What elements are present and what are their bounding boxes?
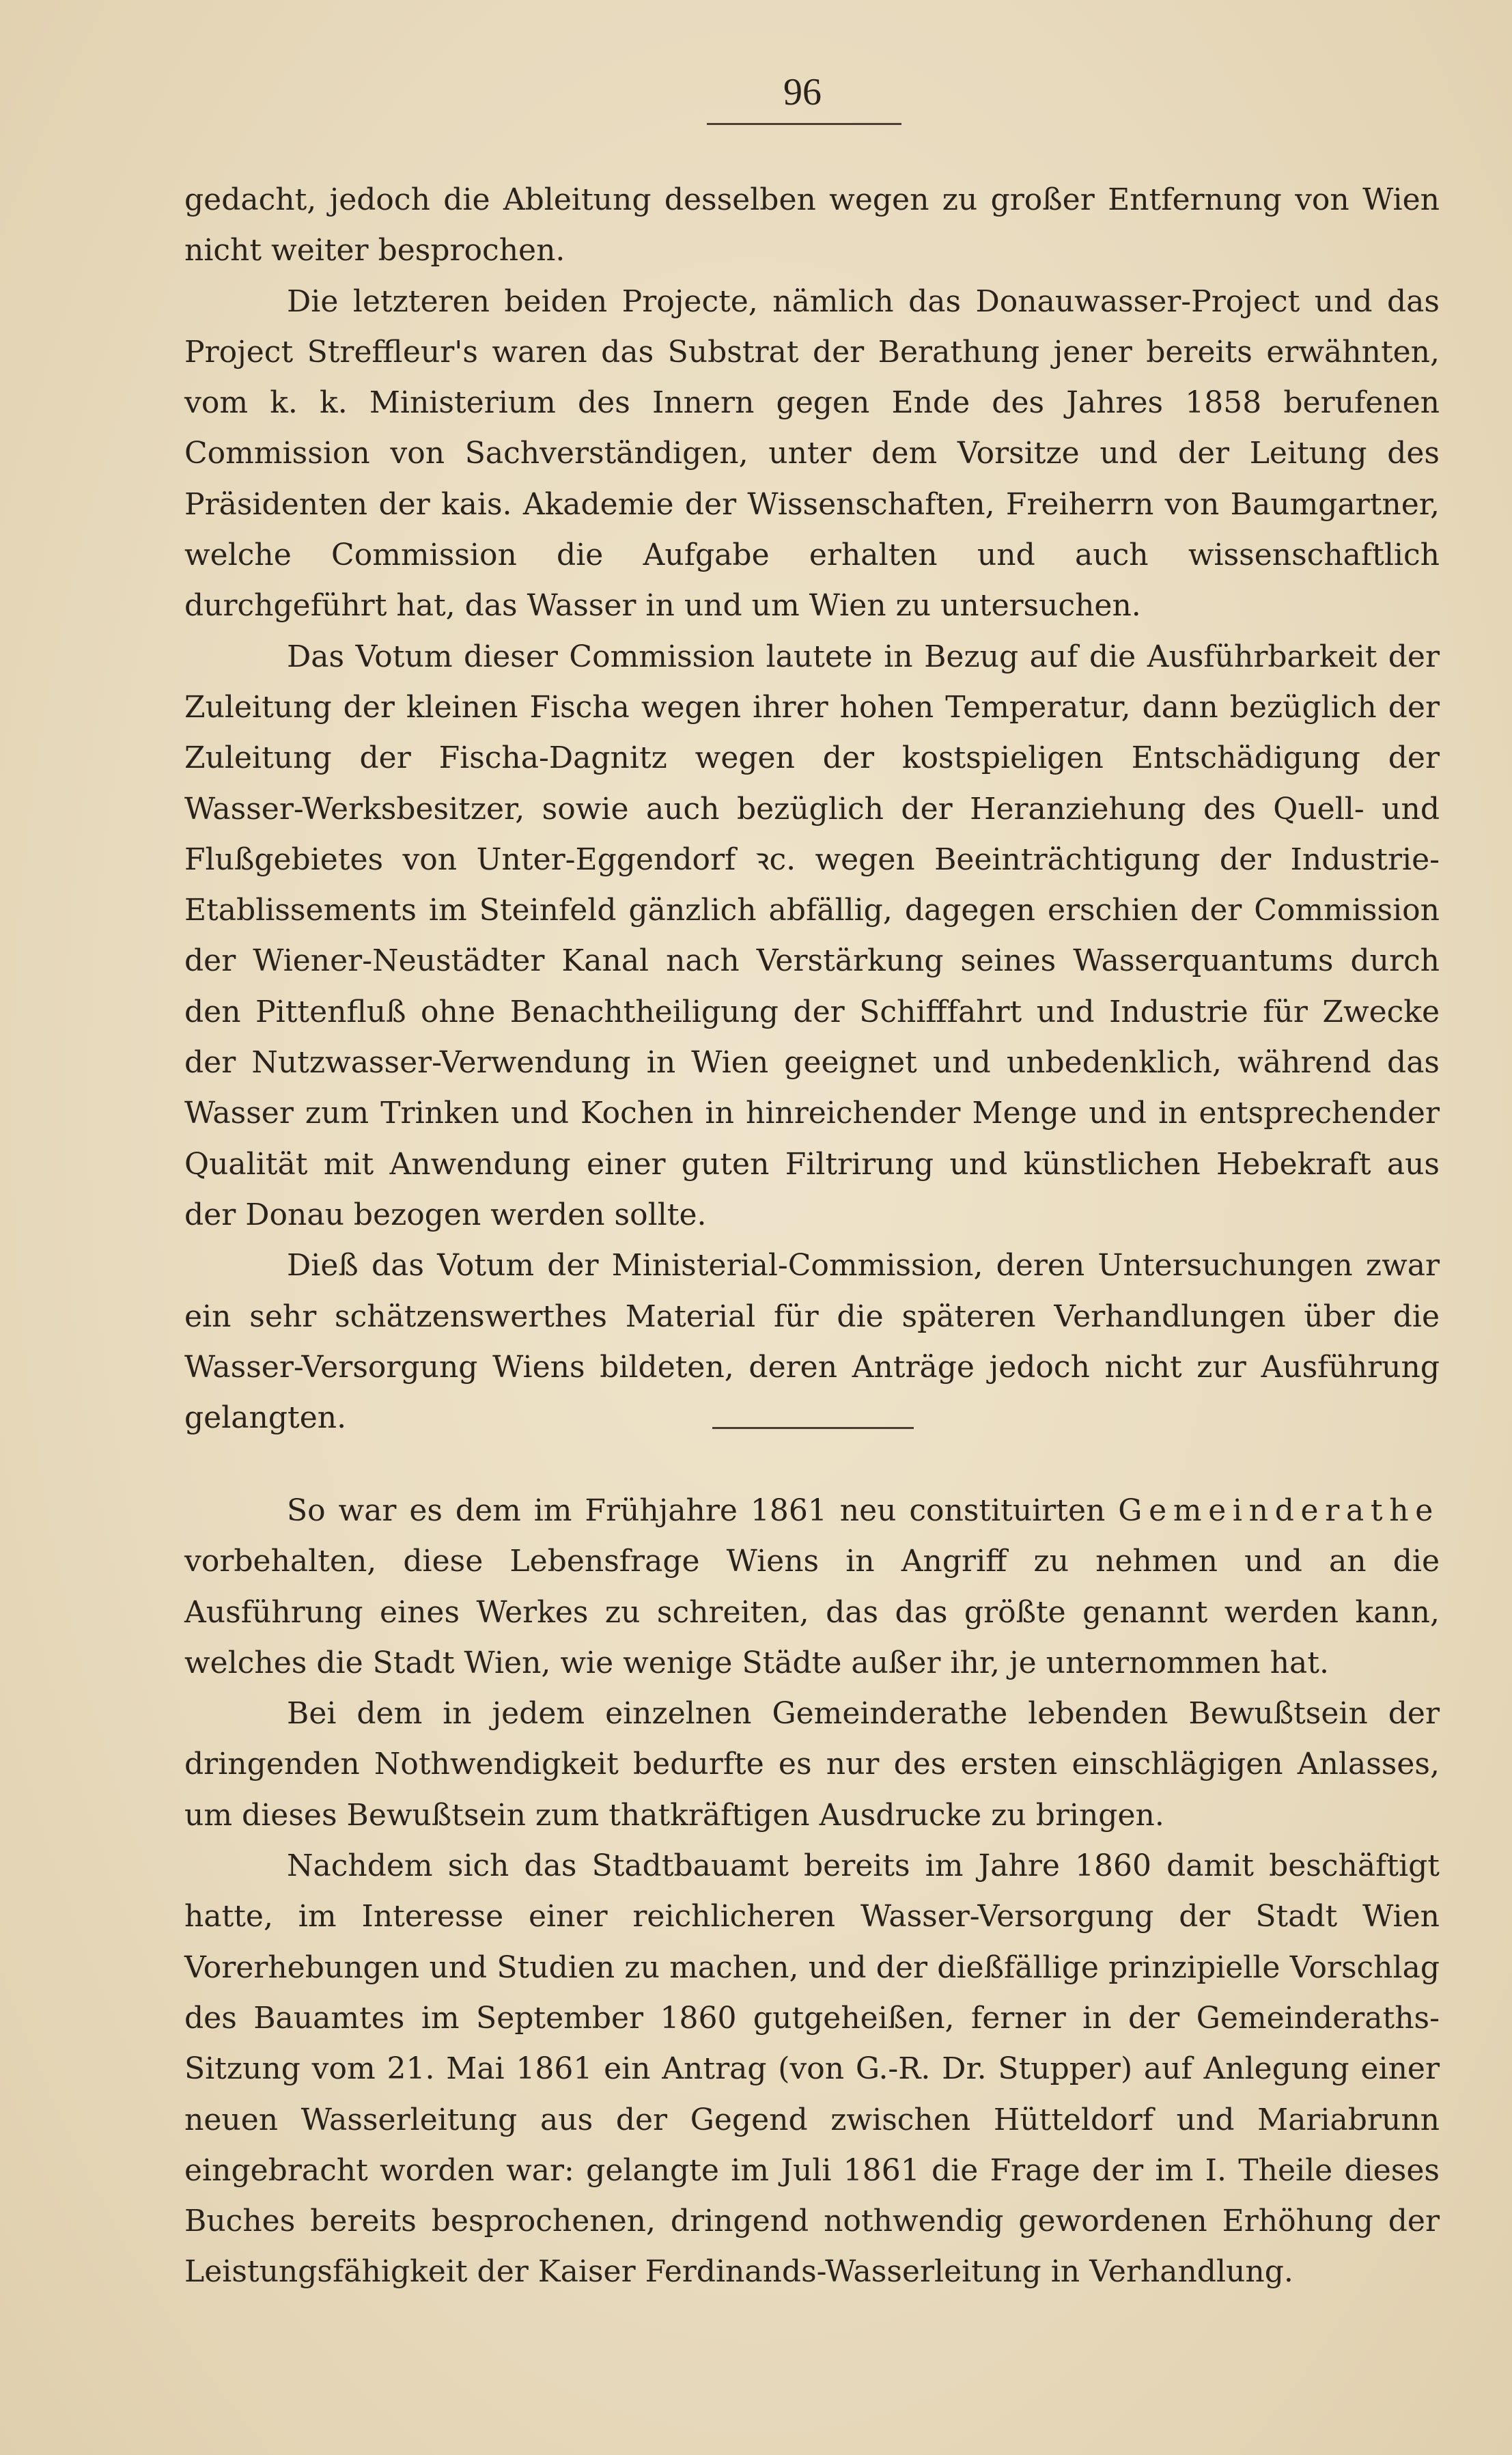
paragraph-gemeinderath-end: vorbehalten, diese Lebensfrage Wiens in Angriff zu nehmen und an die Ausführung eines Werkes zu schreiten, das das größte genannt werden kann, welches die Stadt Wien, wie wenige Städte außer ihr, je unternommen hat.	[184, 1544, 1440, 1680]
paragraph-gemeinderath-start: So war es dem im Frühjahre 1861 neu constituirten	[287, 1493, 1119, 1528]
paragraph-continuation: gedacht, jedoch die Ableitung desselben wegen zu großer Entfernung von Wien nicht weiter besprochen.	[184, 182, 1440, 268]
text-section-2	[184, 1486, 1440, 2298]
paragraph-votum: Das Votum dieser Commission lautete in Bezug auf die Ausführbarkeit der Zuleitung der kleinen Fischa wegen ihrer hohen Temperatur, dann bezüglich der Zuleitung der Fischa-Dagnitz wegen der kostspieligen Entschädigung der Wasser-Werksbesitzer, sowie auch bezüglich der Heranziehung des Quell- und Flußgebietes von Unter-Eggendorf ꝛc. wegen Beeinträchtigung der Industrie-Etablissements im Steinfeld gänzlich abfällig, dagegen erschien der Commission der Wiener-Neustädter Kanal nach Verstärkung seines Wasserquantums durch den Pittenfluß ohne Benachtheiligung der Schifffahrt und Industrie für Zwecke der Nutzwasser-Verwendung in Wien geeignet und unbedenklich, während das Wasser zum Trinken und Kochen in hinreichender Menge und in entsprechender Qualität mit Anwendung einer guten Filtrirung und künstlichen Hebekraft aus der Donau bezogen werden sollte.	[184, 639, 1440, 1232]
text-section-1	[184, 175, 1440, 1443]
header-rule	[707, 123, 901, 125]
page-number: 96	[783, 71, 822, 113]
paragraph-bewusstsein: Bei dem in jedem einzelnen Gemeinderathe lebenden Bewußtsein der dringenden Nothwendigkeit bedurfte es nur des ersten einschlägigen Anlasses, um dieses Bewußtsein zum thatkräftigen Ausdrucke zu bringen.	[184, 1696, 1440, 1833]
paragraph-projects: Die letzteren beiden Projecte, nämlich das Donauwasser-Project und das Project Streffleur's waren das Substrat der Berathung jener bereits erwähnten, vom k. k. Ministerium des Innern gegen Ende des Jahres 1858 berufenen Commission von Sachverständigen, unter dem Vorsitze und der Leitung des Präsidenten der kais. Akademie der Wissenschaften, Freiherrn von Baumgartner, welche Commission die Aufgabe erhalten und auch wissenschaftlich durchgeführt hat, das Wasser in und um Wien zu untersuchen.	[184, 283, 1440, 624]
paragraph-stadtbauamt: Nachdem sich das Stadtbauamt bereits im Jahre 1860 damit beschäftigt hatte, im Interesse einer reichlicheren Wasser-Versorgung der Stadt Wien Vorerhebungen und Studien zu machen, und der dießfällige prinzipielle Vorschlag des Bauamtes im September 1860 gutgeheißen, ferner in der Gemeinderaths-Sitzung vom 21. Mai 1861 ein Antrag (von G.-R. Dr. Stupper) auf Anlegung einer neuen Wasserleitung aus der Gegend zwischen Hütteldorf und Mariabrunn eingebracht worden war: gelangte im Juli 1861 die Frage der im I. Theile dieses Buches bereits besprochenen, dringend nothwendig gewordenen Erhöhung der Leistungsfähigkeit der Kaiser Ferdinands-Wasserleitung in Verhandlung.	[184, 1848, 1440, 2290]
spaced-word-gemeinderathe: Gemeinderathe	[1118, 1493, 1440, 1528]
section-separator	[712, 1427, 914, 1429]
paragraph-ministerial-commission: Dieß das Votum der Ministerial-Commission, deren Untersuchungen zwar ein sehr schätzenswerthes Material für die späteren Verhandlungen über die Wasser-Versorgung Wiens bildeten, deren Anträge jedoch nicht zur Ausführung gelangten.	[184, 1248, 1440, 1436]
paragraph-gemeinderath	[184, 1486, 1440, 1689]
